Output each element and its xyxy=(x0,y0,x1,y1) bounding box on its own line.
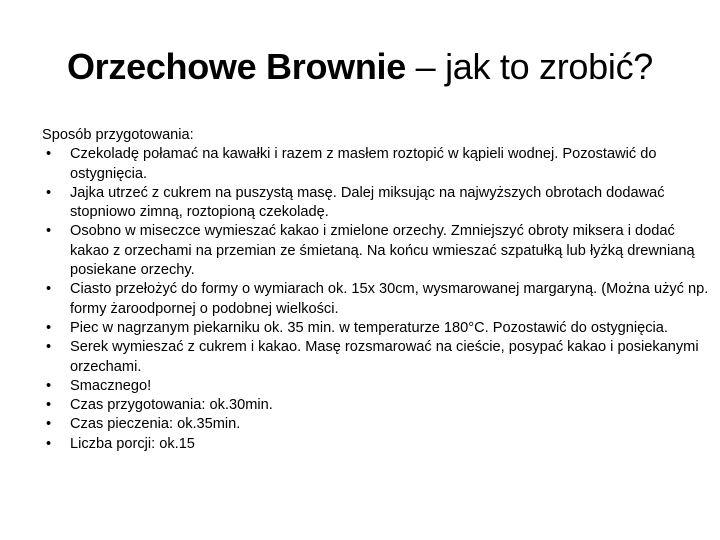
step-text: Czekoladę połamać na kawałki i razem z masłem roztopić w kąpieli wodnej. Pozostawić do ostygnięcia. xyxy=(70,146,657,182)
list-item xyxy=(42,184,712,223)
recipe-content xyxy=(42,126,712,454)
bullet-icon: • xyxy=(46,281,52,298)
bullet-icon: • xyxy=(46,435,52,452)
list-item xyxy=(42,415,712,434)
list-item xyxy=(42,377,712,396)
step-text: Smacznego! xyxy=(70,377,152,394)
bullet-icon: • xyxy=(46,319,52,336)
step-text: Czas pieczenia: ok.35min. xyxy=(70,416,241,433)
list-item xyxy=(42,338,712,377)
list-item xyxy=(42,319,712,338)
step-text: Liczba porcji: ok.15 xyxy=(70,435,195,452)
bullet-icon: • xyxy=(46,339,52,356)
title-rest: – jak to zrobić? xyxy=(405,46,653,87)
page-title xyxy=(0,44,720,90)
list-item xyxy=(42,145,712,184)
step-text: Czas przygotowania: ok.30min. xyxy=(70,397,273,414)
bullet-icon: • xyxy=(46,184,52,201)
bullet-icon: • xyxy=(46,146,52,163)
step-text: Osobno w miseczce wymieszać kakao i zmielone orzechy. Zmniejszyć obroty miksera i dodać kakao z orzechami na przemian ze śmietaną. Na końcu wmieszać szpatułką lub łyżką drewnianą posiekane orzechy. xyxy=(70,223,695,279)
intro-text: Sposób przygotowania: xyxy=(42,127,194,143)
steps-list xyxy=(42,145,712,454)
list-item xyxy=(42,280,712,319)
step-text: Piec w nagrzanym piekarniku ok. 35 min. w temperaturze 180°C. Pozostawić do ostygnięcia. xyxy=(70,319,668,336)
list-item xyxy=(42,396,712,415)
title-bold: Orzechowe Brownie xyxy=(66,46,406,87)
bullet-icon: • xyxy=(46,416,52,433)
list-item xyxy=(42,435,712,454)
step-text: Serek wymieszać z cukrem i kakao. Masę rozsmarować na cieście, posypać kakao i posiekanymi orzechami. xyxy=(70,339,699,375)
step-text: Ciasto przełożyć do formy o wymiarach ok. 15x 30cm, wysmarowanej margaryną. (Można użyć np. formy żaroodpornej o podobnej wielkości. xyxy=(70,281,709,317)
list-item xyxy=(42,222,712,280)
step-text: Jajka utrzeć z cukrem na puszystą masę. Dalej miksując na najwyższych obrotach dodawać stopniowo zimną, roztopioną czekoladę. xyxy=(70,184,665,221)
bullet-icon: • xyxy=(46,377,52,394)
bullet-icon: • xyxy=(46,397,52,414)
bullet-icon: • xyxy=(46,223,52,240)
